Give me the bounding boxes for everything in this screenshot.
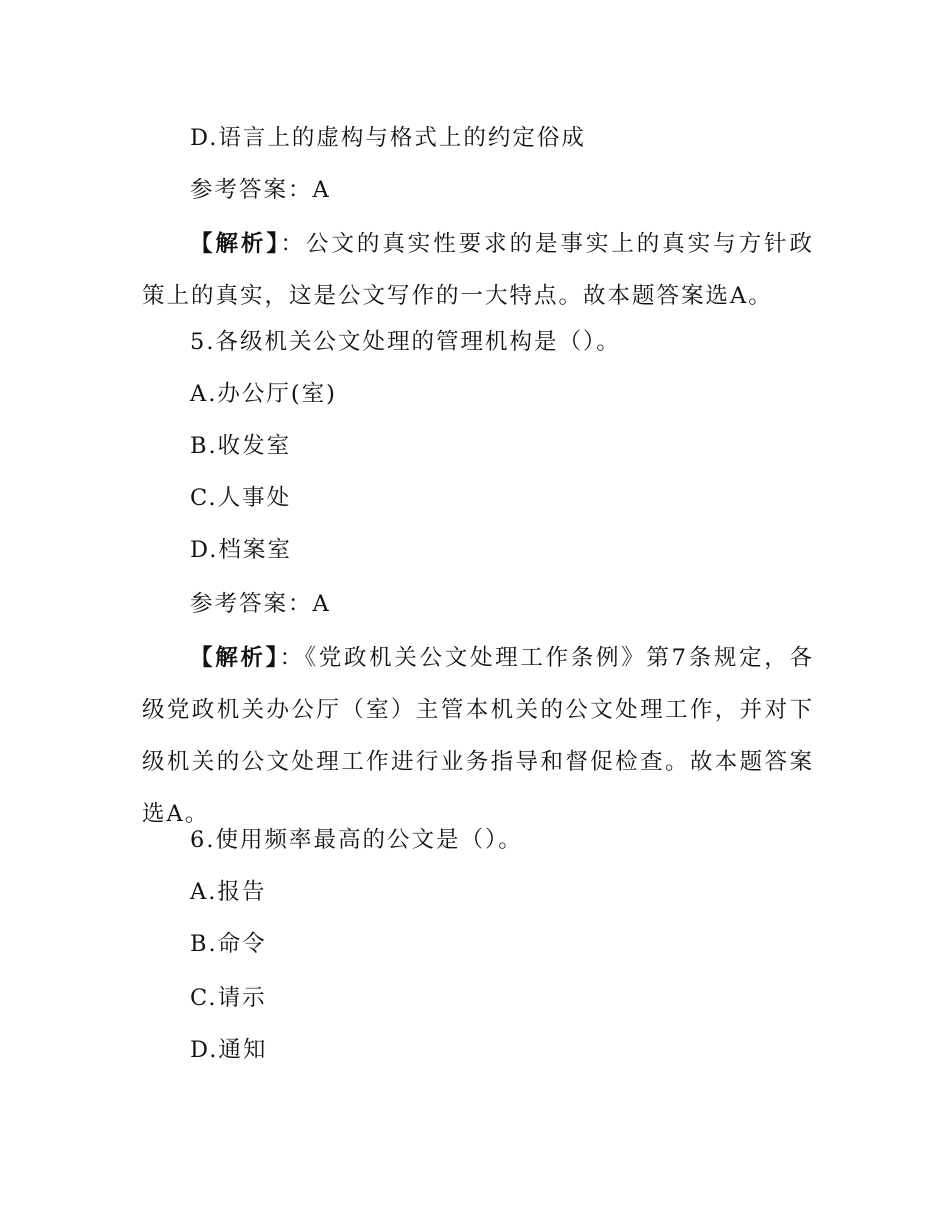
q6-option-d: D.通知 bbox=[190, 1037, 268, 1063]
q6-option-a: A.报告 bbox=[190, 879, 267, 905]
q5-answer: 参考答案：A bbox=[190, 591, 331, 617]
analysis-tag: 【解析】 bbox=[190, 645, 280, 671]
q5-option-b: B.收发室 bbox=[190, 433, 292, 459]
q6-option-c: C.请示 bbox=[190, 985, 267, 1011]
q5-option-d: D.档案室 bbox=[190, 537, 292, 563]
analysis-tag: 【解析】 bbox=[190, 231, 281, 257]
q4-analysis bbox=[142, 218, 814, 322]
q5-question: 5.各级机关公文处理的管理机构是（）。 bbox=[190, 329, 621, 355]
analysis-text: ：公文的真实性要求的是事实上的真实与方针政策上的真实，这是公文写作的一大特点。故本题答案选A。 bbox=[142, 231, 814, 309]
analysis-text: ：《党政机关公文处理工作条例》第7条规定，各级党政机关办公厅（室）主管本机关的公文处理工作，并对下级机关的公文处理工作进行业务指导和督促检查。故本题答案选A。 bbox=[142, 645, 814, 827]
q4-answer: 参考答案：A bbox=[190, 177, 331, 203]
q5-analysis bbox=[142, 632, 814, 840]
q6-option-b: B.命令 bbox=[190, 931, 267, 957]
q5-option-c: C.人事处 bbox=[190, 485, 292, 511]
q5-option-a: A.办公厅(室) bbox=[190, 381, 337, 407]
q4-option-d: D.语言上的虚构与格式上的约定俗成 bbox=[190, 125, 586, 151]
q6-question: 6.使用频率最高的公文是（）。 bbox=[190, 827, 523, 853]
